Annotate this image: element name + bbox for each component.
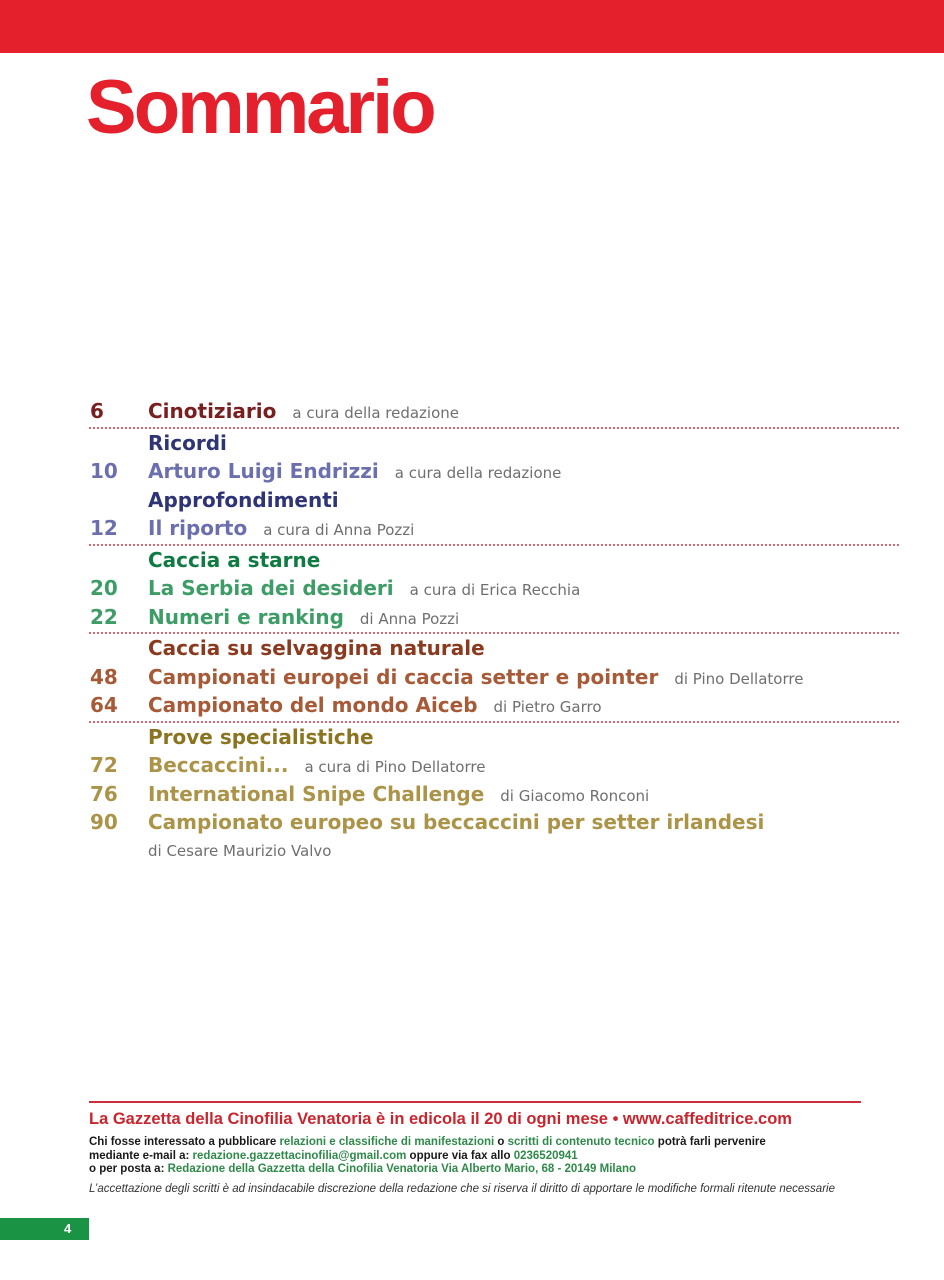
article-title[interactable]: International Snipe Challenge bbox=[148, 781, 485, 806]
page-number-ref: 72 bbox=[90, 753, 118, 777]
article-byline: di Giacomo Ronconi bbox=[500, 786, 650, 805]
article-byline: di Anna Pozzi bbox=[359, 609, 460, 628]
footer-headline: La Gazzetta della Cinofilia Venatoria è in edicola il 20 di ogni mese • www.caffeditrice.com bbox=[89, 1110, 792, 1128]
section-heading: Ricordi bbox=[148, 430, 227, 455]
toc-entry[interactable] bbox=[89, 574, 899, 603]
toc-entry[interactable] bbox=[89, 457, 899, 486]
article-byline: a cura di Erica Recchia bbox=[409, 581, 581, 599]
page-number-ref: 22 bbox=[90, 604, 118, 629]
section-heading-row bbox=[89, 429, 899, 458]
article-title[interactable]: La Serbia dei desideri bbox=[148, 576, 394, 600]
article-title[interactable]: Il riporto bbox=[148, 516, 248, 540]
table-of-contents bbox=[89, 397, 899, 865]
article-byline: a cura di Pino Dellatorre bbox=[304, 758, 486, 776]
article-byline: a cura della redazione bbox=[394, 464, 562, 482]
article-byline: a cura della redazione bbox=[292, 404, 460, 422]
toc-entry[interactable] bbox=[89, 514, 899, 543]
section-heading: Approfondimenti bbox=[148, 487, 339, 512]
page-number-ref: 12 bbox=[90, 516, 118, 540]
page-number-ref: 64 bbox=[90, 693, 118, 717]
page-number-ref: 48 bbox=[90, 664, 118, 689]
page-number-ref: 6 bbox=[90, 399, 104, 423]
byline-row bbox=[89, 837, 899, 866]
top-red-bar bbox=[0, 0, 944, 53]
page-number-ref: 90 bbox=[90, 810, 118, 834]
page-number-box bbox=[0, 1218, 89, 1240]
email-link[interactable]: redazione.gazzettacinofilia@gmail.com bbox=[192, 1149, 407, 1162]
page-number-ref: 10 bbox=[90, 459, 118, 483]
editorial-note: L’accettazione degli scritti è ad insindacabile discrezione della redazione che si riserva il diritto di apportare le modifiche formali ritenute necessarie bbox=[89, 1182, 835, 1195]
section-heading: Prove specialistiche bbox=[148, 724, 374, 749]
article-title[interactable]: Cinotiziario bbox=[148, 399, 277, 423]
article-byline: di Cesare Maurizio Valvo bbox=[148, 841, 332, 860]
page-number-ref: 76 bbox=[90, 781, 118, 806]
footer-rule bbox=[89, 1101, 861, 1103]
article-title[interactable]: Arturo Luigi Endrizzi bbox=[148, 459, 379, 483]
toc-entry[interactable] bbox=[89, 397, 899, 426]
article-title[interactable]: Campionato del mondo Aiceb bbox=[148, 693, 478, 717]
submission-line-1: Chi fosse interessato a pubblicare relazioni e classifiche di manifestazioni o scritti di contenuto tecnico potrà farli pervenire bbox=[89, 1136, 766, 1148]
fax-number: 0236520941 bbox=[513, 1149, 578, 1162]
postal-address: Redazione della Gazzetta della Cinofilia Venatoria Via Alberto Mario, 68 - 20149 Milano bbox=[167, 1163, 637, 1175]
toc-entry[interactable] bbox=[89, 663, 899, 692]
article-title[interactable]: Campionato europeo su beccaccini per setter irlandesi bbox=[148, 810, 765, 834]
section-heading-row bbox=[89, 546, 899, 575]
page-number-ref: 20 bbox=[90, 576, 118, 600]
article-title[interactable]: Campionati europei di caccia setter e pointer bbox=[148, 664, 659, 689]
page-number: 4 bbox=[64, 1221, 72, 1236]
footer-info bbox=[89, 1101, 861, 1195]
section-heading-row bbox=[89, 486, 899, 515]
toc-entry[interactable] bbox=[89, 603, 899, 632]
page-title: Sommario bbox=[86, 65, 434, 150]
article-byline: di Pino Dellatorre bbox=[674, 669, 804, 688]
article-byline: di Pietro Garro bbox=[493, 698, 602, 716]
article-title[interactable]: Numeri e ranking bbox=[148, 604, 344, 629]
toc-entry[interactable] bbox=[89, 808, 899, 837]
toc-entry[interactable] bbox=[89, 691, 899, 720]
article-title[interactable]: Beccaccini... bbox=[148, 753, 289, 777]
submission-info bbox=[89, 1136, 861, 1177]
submission-line-2: mediante e-mail a: redazione.gazzettacinofilia@gmail.com oppure via fax allo 0236520941 bbox=[89, 1149, 578, 1162]
section-heading-row bbox=[89, 634, 899, 663]
section-heading-row bbox=[89, 723, 899, 752]
toc-entry[interactable] bbox=[89, 780, 899, 809]
section-heading: Caccia su selvaggina naturale bbox=[148, 636, 485, 660]
section-heading: Caccia a starne bbox=[148, 547, 321, 572]
toc-entry[interactable] bbox=[89, 751, 899, 780]
article-byline: a cura di Anna Pozzi bbox=[263, 521, 415, 539]
submission-line-3: o per posta a: Redazione della Gazzetta della Cinofilia Venatoria Via Alberto Mario, 68 - 20149 Milano bbox=[89, 1163, 637, 1175]
